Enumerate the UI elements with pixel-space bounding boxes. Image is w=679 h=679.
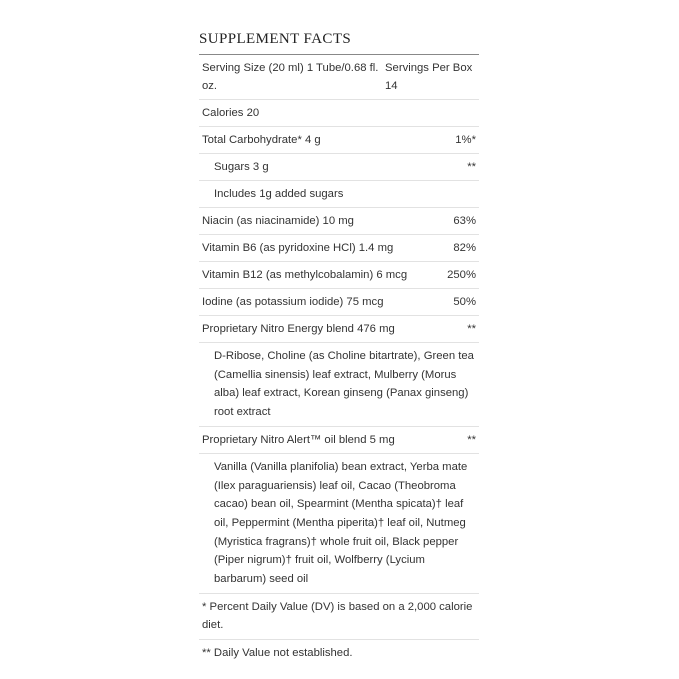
nutrient-dv: ** [467, 161, 476, 173]
nutrient-dv: 82% [453, 242, 476, 254]
nutrient-name: Proprietary Nitro Alert™ oil blend 5 mg [202, 433, 395, 446]
nutrient-row-niacin [199, 208, 479, 235]
nutrient-row-iodine [199, 289, 479, 316]
calories-label: Calories 20 [202, 107, 260, 119]
energy-blend-ingredients: D-Ribose, Choline (as Choline bitartrate), Green tea (Camellia sinensis) leaf extract, Mulberry (Morus alba) leaf extract, Korean ginseng (Panax ginseng) root extract [199, 343, 479, 427]
nutrient-dv: 1%* [455, 134, 476, 146]
nutrient-row-energy-blend [199, 316, 479, 343]
nutrient-dv: ** [467, 323, 476, 335]
footnote-not-established: ** Daily Value not established. [202, 646, 353, 659]
nutrient-name: Iodine (as potassium iodide) 75 mcg [202, 296, 384, 308]
alert-blend-ingredients: Vanilla (Vanilla planifolia) bean extract, Yerba mate (Ilex paraguariensis) leaf oil, Cacao (Theobroma cacao) bean oil, Spearmint (Mentha spicata)† leaf oil, Peppermint (Mentha piperita)† leaf oil, Nutmeg (Myristica fragrans)† whole fruit oil, Black pepper (Piper nigrum)† fruit oil, Wolfberry (Lycium barbarum) seed oil [199, 454, 479, 594]
nutrient-row-sugars [199, 154, 479, 181]
nutrient-row-total-carbohydrate [199, 127, 479, 154]
serving-row [199, 55, 479, 100]
nutrient-row-vitamin-b12 [199, 262, 479, 289]
panel-title: SUPPLEMENT FACTS [199, 28, 479, 55]
nutrient-name: Sugars 3 g [214, 161, 269, 173]
nutrient-dv: 250% [447, 269, 476, 281]
footnote-dv-basis: * Percent Daily Value (DV) is based on a 2,000 calorie diet. [199, 594, 479, 640]
supplement-facts-panel [199, 28, 479, 667]
nutrient-row-vitamin-b6 [199, 235, 479, 262]
servings-per-box: Servings Per Box 14 [385, 62, 473, 92]
nutrient-row-alert-blend [199, 427, 479, 454]
nutrient-dv: 50% [453, 296, 476, 308]
nutrient-name: Includes 1g added sugars [214, 188, 344, 200]
nutrient-name: Total Carbohydrate* 4 g [202, 134, 321, 146]
nutrient-name: Vitamin B12 (as methylcobalamin) 6 mcg [202, 269, 408, 281]
calories-row [199, 100, 479, 127]
serving-size: Serving Size (20 ml) 1 Tube/0.68 fl. oz. [202, 62, 379, 92]
nutrient-dv: 63% [453, 215, 476, 227]
nutrient-name: Proprietary Nitro Energy blend 476 mg [202, 323, 395, 335]
nutrient-name: Vitamin B6 (as pyridoxine HCl) 1.4 mg [202, 242, 394, 254]
nutrient-row-added-sugars [199, 181, 479, 208]
nutrient-name: Niacin (as niacinamide) 10 mg [202, 215, 354, 227]
nutrient-dv: ** [467, 433, 476, 446]
